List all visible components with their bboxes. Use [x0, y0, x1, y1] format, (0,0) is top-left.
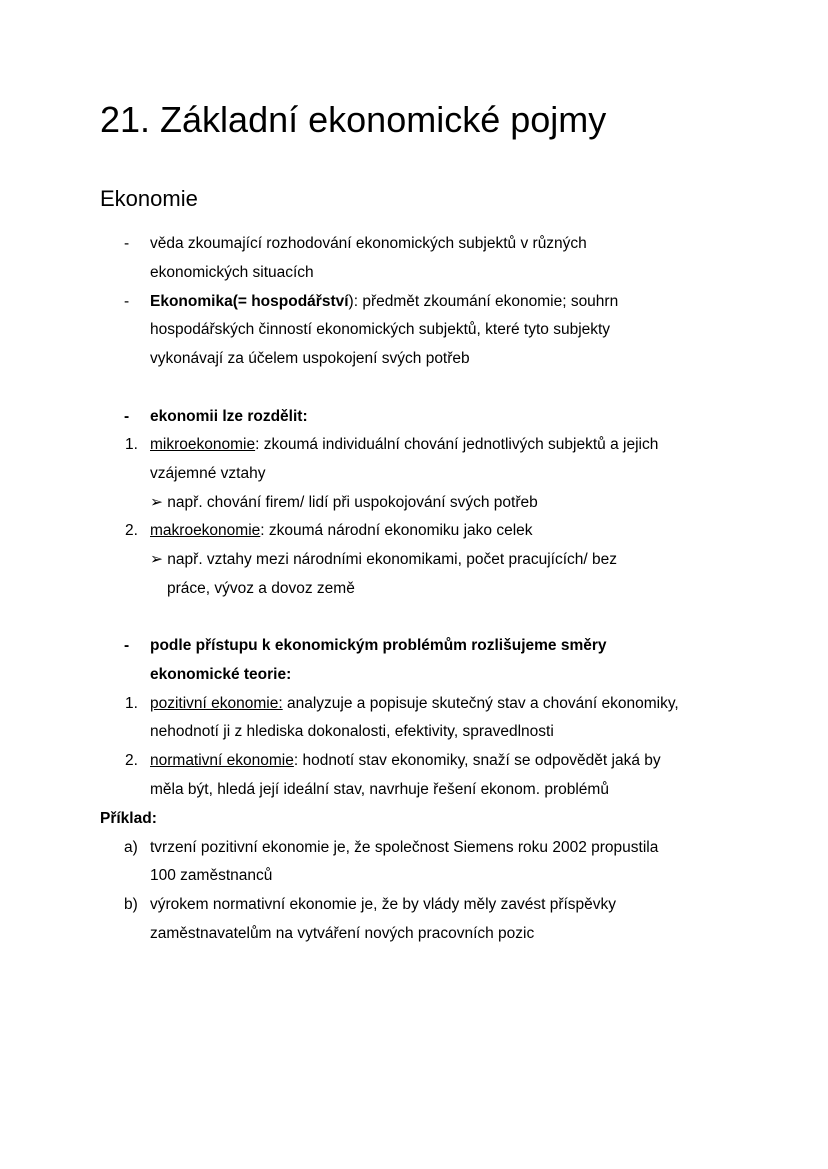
text-line: vzájemné vztahy — [150, 465, 266, 482]
text-line: nehodnotí ji z hlediska dokonalosti, efektivity, spravedlnosti — [150, 723, 554, 740]
text-line: hospodářských činností ekonomických subjektů, které tyto subjekty — [150, 321, 611, 338]
text-line: měla být, hledá její ideální stav, navrhuje řešení ekonom. problémů — [150, 781, 609, 798]
definition-line — [150, 292, 618, 312]
sub-point: ➢ např. chování firem/ lidí při uspokojování svých potřeb — [150, 494, 538, 511]
bullet-marker: - — [124, 293, 130, 310]
sub-point: ➢ např. vztahy mezi národními ekonomikami, počet pracujících/ bez — [150, 551, 617, 568]
list-item — [150, 751, 661, 771]
subheading: ekonomické teorie: — [150, 666, 292, 683]
list-number: 1. — [125, 695, 138, 712]
text-line: tvrzení pozitivní ekonomie je, že společnost Siemens roku 2002 propustila — [150, 839, 659, 856]
term-ekonomika: Ekonomika(= hospodářství — [150, 293, 349, 310]
term-pozitivni: pozitivní ekonomie: — [150, 695, 283, 712]
bullet-marker: - — [124, 408, 130, 425]
item-text: : zkoumá individuální chování jednotlivých subjektů a jejich — [255, 436, 659, 453]
list-number: 1. — [125, 436, 138, 453]
item-text: : hodnotí stav ekonomiky, snaží se odpovědět jaká by — [293, 752, 661, 769]
subheading: podle přístupu k ekonomickým problémům rozlišujeme směry — [150, 637, 607, 654]
definition-text: ): předmět zkoumání ekonomie; souhrn — [348, 293, 619, 310]
list-item — [150, 435, 658, 455]
bullet-marker: - — [124, 235, 130, 252]
list-item — [150, 521, 533, 541]
term-mikroekonomie: mikroekonomie — [150, 436, 256, 453]
item-text: analyzuje a popisuje skutečný stav a chování ekonomiky, — [282, 695, 679, 712]
list-number: 2. — [125, 752, 138, 769]
text-line: výrokem normativní ekonomie je, že by vlády měly zavést příspěvky — [150, 896, 617, 913]
text-line: 100 zaměstnanců — [150, 867, 273, 884]
section-heading: Ekonomie — [100, 186, 198, 211]
list-letter: b) — [124, 896, 138, 913]
term-normativni: normativní ekonomie — [150, 752, 294, 769]
list-letter: a) — [124, 839, 138, 856]
example-label: Příklad: — [100, 810, 157, 827]
item-text: : zkoumá národní ekonomiku jako celek — [260, 522, 533, 539]
text-line: zaměstnavatelům na vytváření nových pracovních pozic — [150, 925, 535, 942]
page-title: 21. Základní ekonomické pojmy — [100, 99, 607, 140]
list-number: 2. — [125, 522, 138, 539]
text-line: ekonomických situacích — [150, 264, 314, 281]
subheading: ekonomii lze rozdělit: — [150, 408, 308, 425]
term-makroekonomie: makroekonomie — [150, 522, 261, 539]
list-item — [150, 694, 679, 714]
text-line: vykonávají za účelem uspokojení svých potřeb — [150, 350, 470, 367]
text-line: práce, vývoz a dovoz země — [167, 580, 355, 597]
text-line: věda zkoumající rozhodování ekonomických subjektů v různých — [150, 235, 587, 252]
bullet-marker: - — [124, 637, 130, 654]
